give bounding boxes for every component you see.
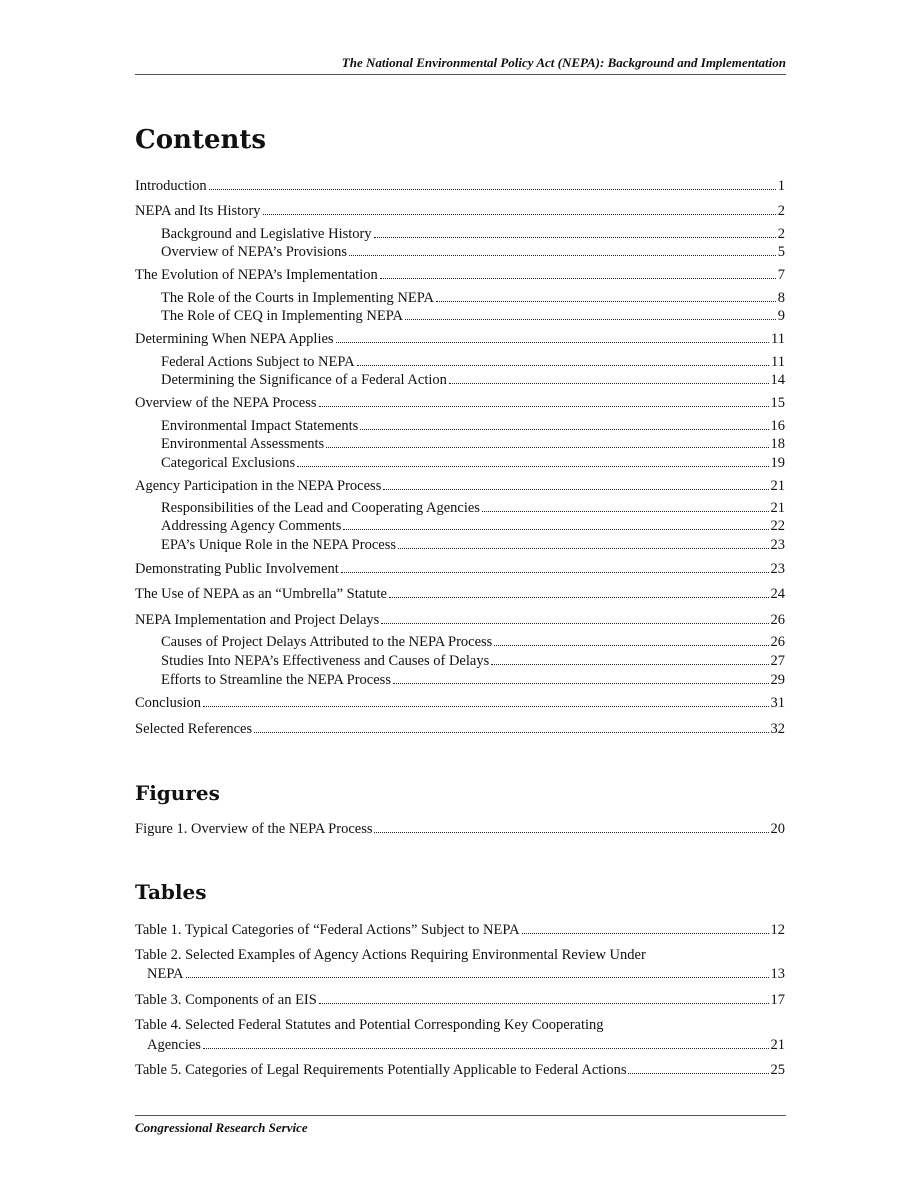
toc-entry-conclusion[interactable]: Conclusion 31: [135, 695, 785, 711]
toc-entry-lead-cooperating[interactable]: Responsibilities of the Lead and Cooperating Agencies 21: [161, 500, 785, 516]
table-entry-3[interactable]: Table 3. Components of an EIS 17: [135, 992, 785, 1008]
figure-entry-1[interactable]: Figure 1. Overview of the NEPA Process 20: [135, 821, 785, 837]
toc-entry-categorical-exclusions[interactable]: Categorical Exclusions 19: [161, 455, 785, 471]
running-header: The National Environmental Policy Act (NEPA): Background and Implementation: [135, 55, 786, 75]
toc-entry-project-delays[interactable]: NEPA Implementation and Project Delays 26: [135, 612, 785, 628]
toc-entry-ea[interactable]: Environmental Assessments 18: [161, 436, 785, 452]
toc-entry-causes-delays[interactable]: Causes of Project Delays Attributed to the NEPA Process 26: [161, 634, 785, 650]
figures-heading: Figures: [135, 781, 220, 805]
toc-entry-eis[interactable]: Environmental Impact Statements 16: [161, 418, 785, 434]
table-entry-2[interactable]: NEPA 13: [147, 966, 785, 982]
toc-entry-streamline[interactable]: Efforts to Streamline the NEPA Process 29: [161, 672, 785, 688]
tables-heading: Tables: [135, 880, 207, 904]
toc-entry-role-of-ceq[interactable]: The Role of CEQ in Implementing NEPA 9: [161, 308, 785, 324]
toc-entry-evolution-implementation[interactable]: The Evolution of NEPA’s Implementation 7: [135, 267, 785, 283]
table-entry-5[interactable]: Table 5. Categories of Legal Requirements Potentially Applicable to Federal Actions 25: [135, 1062, 785, 1078]
toc-entry-agency-participation[interactable]: Agency Participation in the NEPA Process 21: [135, 478, 785, 494]
footer-publisher: Congressional Research Service: [135, 1120, 308, 1135]
toc-entry-significance[interactable]: Determining the Significance of a Federal Action 14: [161, 372, 785, 388]
table-entry-4[interactable]: Agencies 21: [147, 1037, 785, 1053]
toc-entry-nepa-history[interactable]: NEPA and Its History 2: [135, 203, 785, 219]
toc-entry-role-of-courts[interactable]: The Role of the Courts in Implementing NEPA 8: [161, 290, 785, 306]
toc-entry-introduction[interactable]: Introduction 1: [135, 178, 785, 194]
toc-entry-overview-provisions[interactable]: Overview of NEPA’s Provisions 5: [161, 244, 785, 260]
toc-entry-agency-comments[interactable]: Addressing Agency Comments 22: [161, 518, 785, 534]
table-entry-2-line1[interactable]: Table 2. Selected Examples of Agency Actions Requiring Environmental Review Under: [135, 947, 646, 963]
toc-entry-epa-role[interactable]: EPA’s Unique Role in the NEPA Process 23: [161, 537, 785, 553]
table-entry-4-line1[interactable]: Table 4. Selected Federal Statutes and Potential Corresponding Key Cooperating: [135, 1017, 604, 1033]
toc-entry-public-involvement[interactable]: Demonstrating Public Involvement 23: [135, 561, 785, 577]
toc-entry-when-nepa-applies[interactable]: Determining When NEPA Applies 11: [135, 331, 785, 347]
footer-rule: [135, 1115, 786, 1116]
contents-heading: Contents: [135, 125, 267, 155]
toc-entry-umbrella-statute[interactable]: The Use of NEPA as an “Umbrella” Statute 24: [135, 586, 785, 602]
toc-entry-federal-actions[interactable]: Federal Actions Subject to NEPA 11: [161, 354, 785, 370]
toc-entry-background-legislative-history[interactable]: Background and Legislative History 2: [161, 226, 785, 242]
toc-entry-selected-references[interactable]: Selected References 32: [135, 721, 785, 737]
table-entry-1[interactable]: Table 1. Typical Categories of “Federal Actions” Subject to NEPA 12: [135, 922, 785, 938]
toc-entry-overview-process[interactable]: Overview of the NEPA Process 15: [135, 395, 785, 411]
toc-entry-studies-effectiveness[interactable]: Studies Into NEPA’s Effectiveness and Causes of Delays 27: [161, 653, 785, 669]
